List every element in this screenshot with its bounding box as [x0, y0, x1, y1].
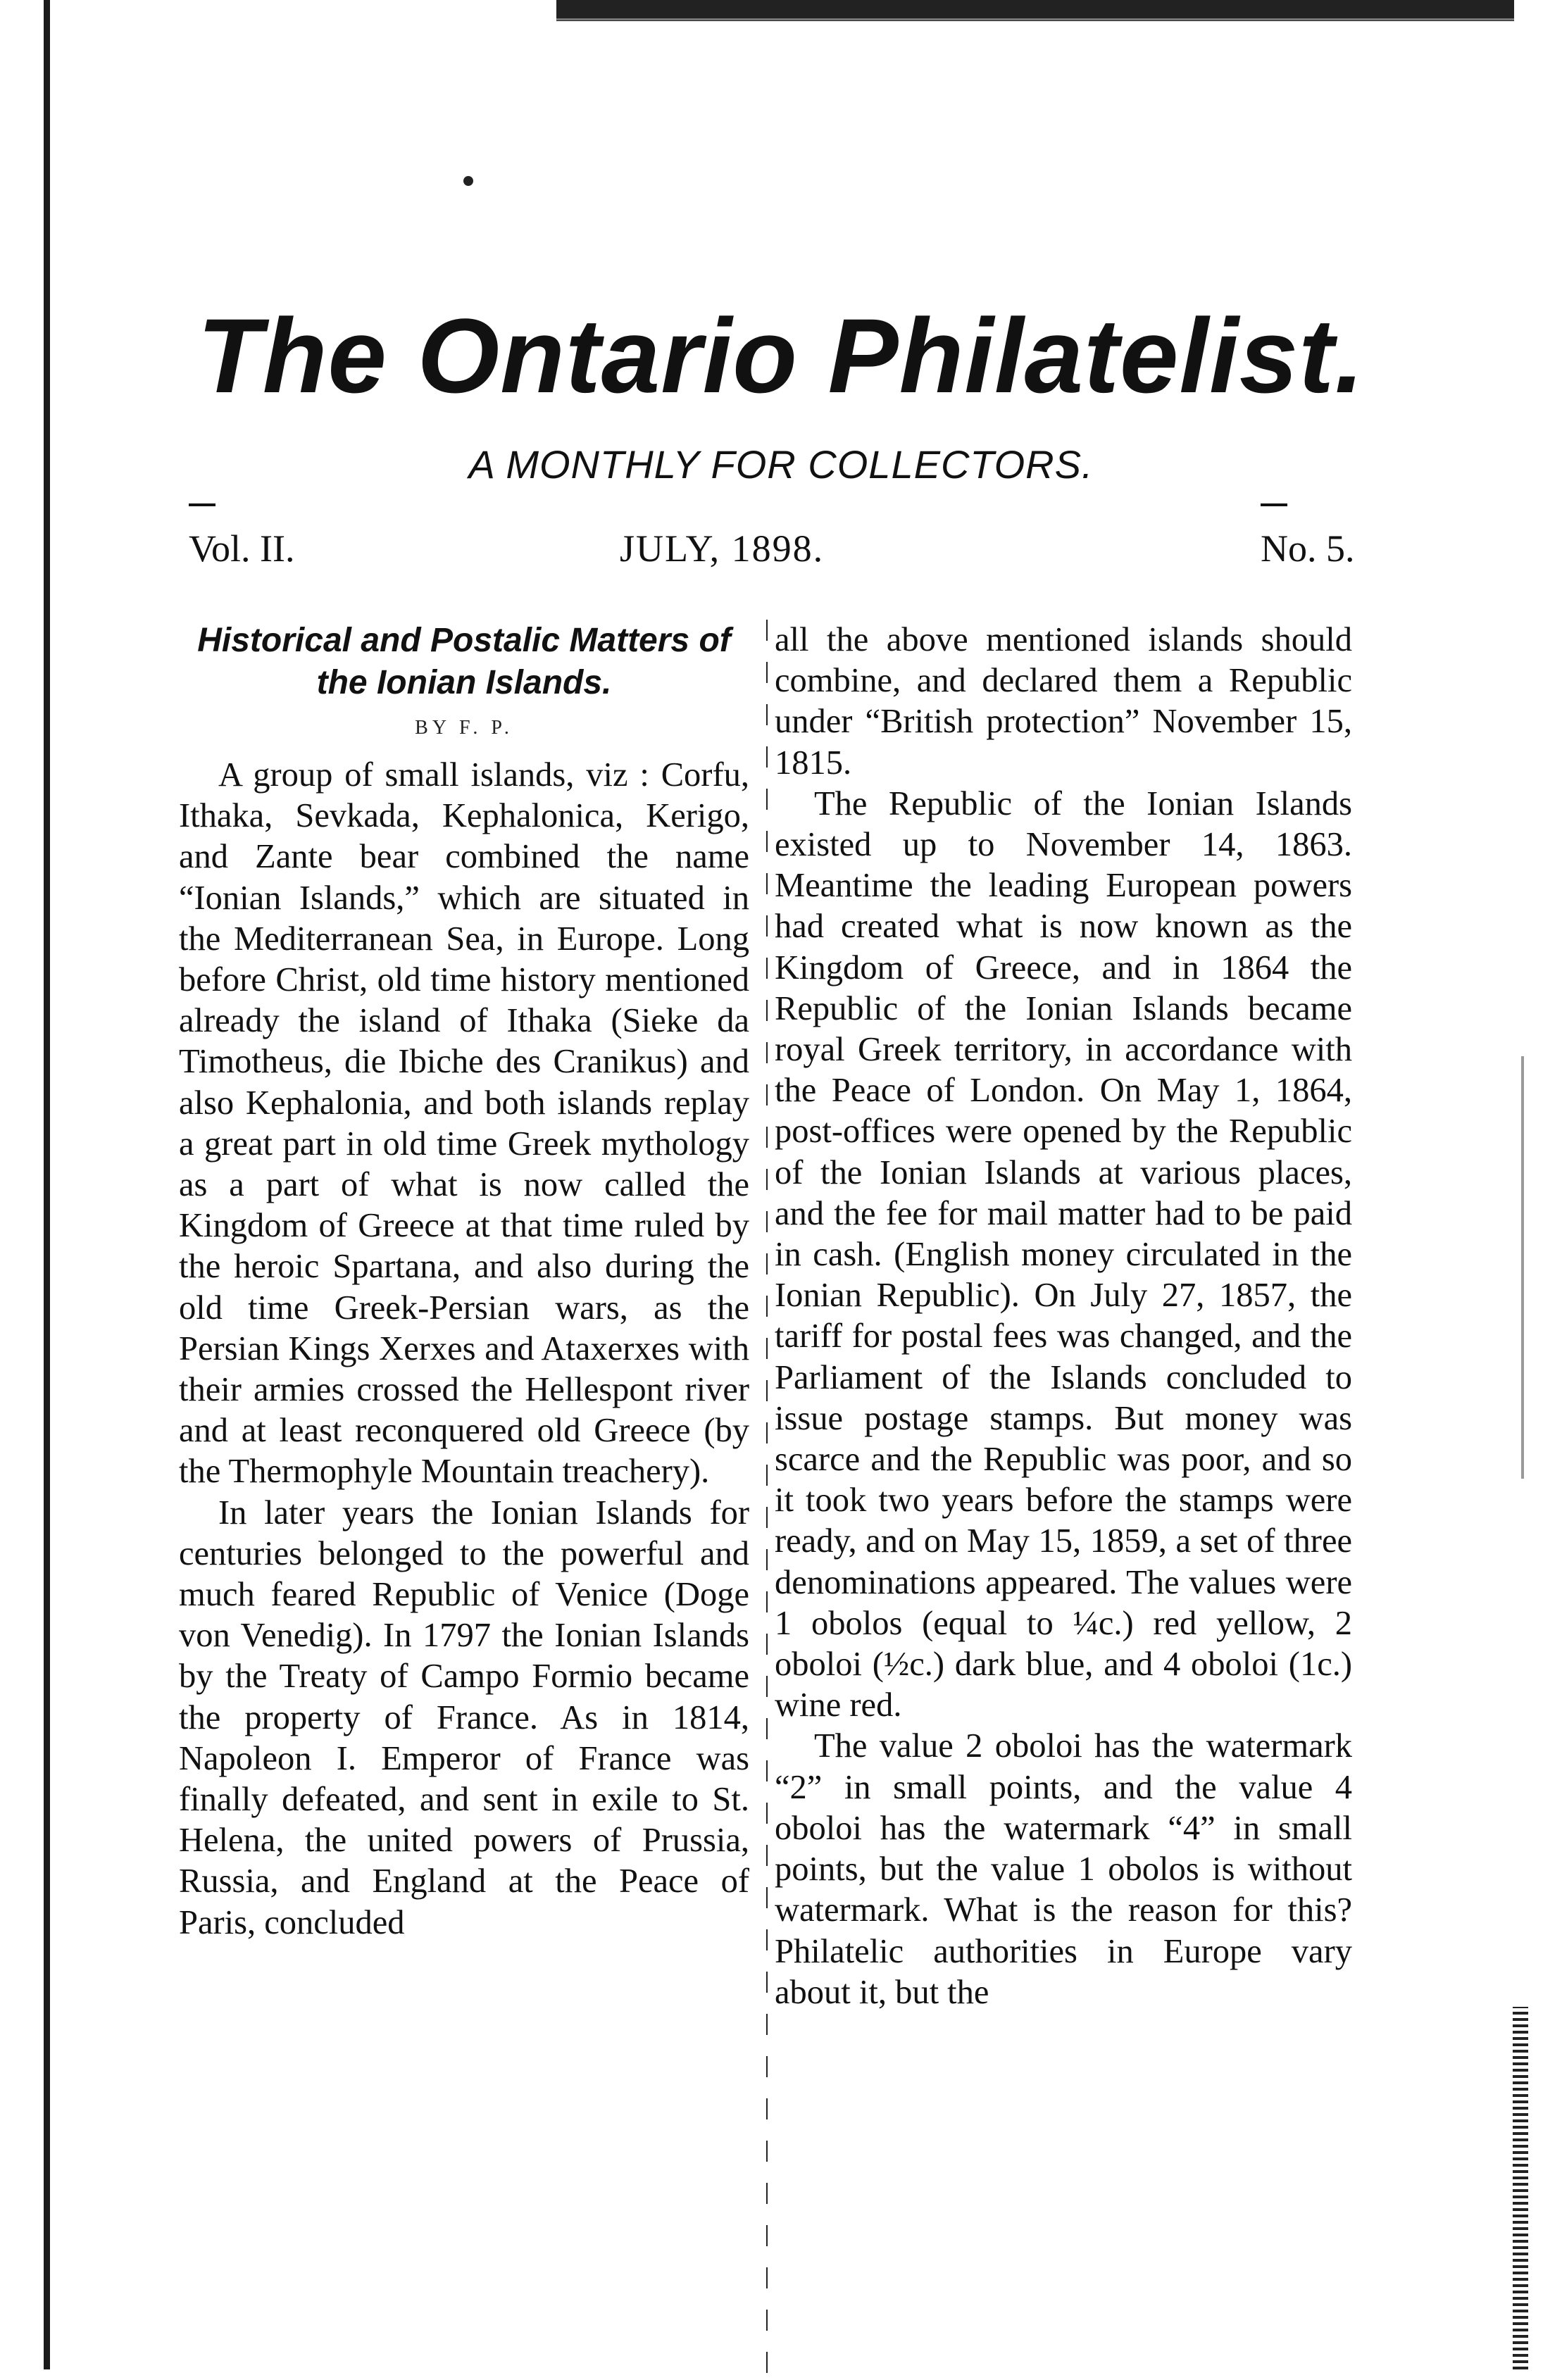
publication-title: The Ontario Philatelist.: [197, 296, 1365, 415]
article-paragraph: all the above mentioned islands should combine, and declared them a Republic under “British protection” November 15, 1815.: [775, 621, 1352, 782]
publication-subtitle: A MONTHLY FOR COLLECTORS.: [468, 442, 1094, 487]
column-divider: [766, 620, 768, 2380]
article-paragraph: In later years the Ionian Islands for centuries belonged to the powerful and much feared Republic of Venice (Doge von Venedig). In 1797 the Ionian Islands by the Treaty of Campo Formio became the property of France. As in 1814, Napoleon I. Emperor of France was finally defeated, and sent in exile to St. Helena, the united powers of Prussia, Russia, and England at the Peace of Paris, concluded: [179, 1493, 749, 1941]
article-byline: BY F. P.: [415, 717, 513, 739]
article-paragraph: A group of small islands, viz : Corfu, Ithaka, Sevkada, Kephalonica, Kerigo, and Zante bear combined the name “Ionian Islands,” which are situated in the Mediterranean Sea, in Europe. Long before Christ, old time history mentioned already the island of Ithaka (Sieke da Timotheus, die Ibiche des Cranikus) and also Kephalonia, and both islands replay a great part in old time Greek mythology as a part of what is now called the Kingdom of Greece at that time ruled by the heroic Spartana, and also during the old time Greek-Persian wars, as the Persian Kings Xerxes and Ataxerxes with their armies crossed the Hellespont river and at least reconquered old Greece (by the Thermophyle Mountain treachery).: [179, 756, 749, 1491]
rule-dash-right: [1261, 503, 1287, 506]
issue-number: No. 5.: [1261, 527, 1355, 570]
left-column: [179, 620, 749, 1943]
article-paragraph: The Republic of the Ionian Islands existed up to November 14, 1863. Meantime the leading European powers had created what is now known as the Kingdom of Greece, and in 1864 the Republic of the Ionian Islands became royal Greek territory, in accordance with the Peace of London. On May 1, 1864, post-offices were opened by the Republic of the Ionian Islands at various places, and the fee for mail matter had to be paid in cash. (English money circulated in the Ionian Republic). On July 27, 1857, the tariff for postal fees was changed, and the Parliament of the Islands concluded to issue postage stamps. But money was scarce and the Republic was poor, and so it took two years before the stamps were ready, and on May 15, 1859, a set of three denominations appeared. The values were 1 obolos (equal to ¼c.) red yellow, 2 oboloi (½c.) dark blue, and 4 oboloi (1c.) wine red.: [775, 784, 1352, 1724]
scan-border-right: [1513, 2007, 1528, 2369]
article-title: Historical and Postalic Matters of the Ionian Islands.: [197, 622, 731, 701]
issue-date: JULY, 1898.: [620, 527, 825, 570]
scan-border-top-line: [556, 18, 1514, 20]
issue-volume: Vol. II.: [189, 527, 295, 570]
ink-dot: [463, 176, 473, 186]
article-paragraph: The value 2 oboloi has the watermark “2” in small points, and the value 4 oboloi has the watermark “4” in small points, but the value 1 obolos is without watermark. What is the reason for this? Philatelic authorities in Europe vary about it, but the: [775, 1727, 1352, 2011]
right-column: [775, 620, 1352, 2013]
rule-dash-left: [189, 503, 215, 506]
scan-border-right-faint: [1521, 1056, 1524, 1479]
masthead: [0, 296, 1562, 487]
